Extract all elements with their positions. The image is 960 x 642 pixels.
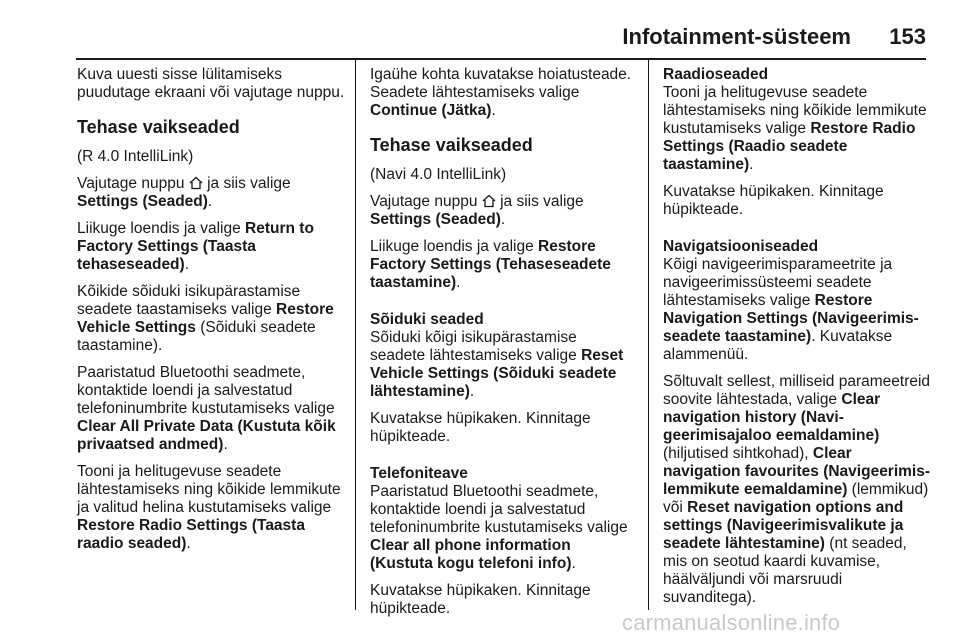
- column-1: [77, 66, 347, 562]
- paragraph: Kuvatakse hüpikaken. Kinnitage hüpikteade.: [370, 410, 591, 445]
- paragraph: Paaristatud Bluetoothi seadmete, kontaktide loendi ja salvestatud telefoninumbrite kustutamiseks valige Clear All Private Data (Kustuta kõik privaatsed andmed).: [77, 364, 336, 453]
- header-title: Infotainment-süsteem: [622, 24, 851, 49]
- paragraph: Tooni ja helitugevuse seadete lähtestamiseks ning kõikide lemmikute kustutamiseks valige Restore Radio Settings (Raadio seadete taastamine).: [663, 84, 927, 173]
- paragraph: Liikuge loendis ja valige Return to Factory Settings (Taasta tehaseseaded).: [77, 220, 314, 273]
- page-number: 153: [889, 24, 926, 49]
- subsection-title: Navigatsiooniseaded: [663, 238, 819, 255]
- intro-text: Kuva uuesti sisse lülitamiseks puudutage ekraani või vajutage nuppu.: [77, 66, 345, 101]
- paragraph: Vajutage nuppu ja siis valige Settings (Seaded).: [77, 175, 291, 210]
- paragraph: Tooni ja helitugevuse seadete lähtestamiseks ning kõikide lemmikute ja valitud helina kustutamiseks valige Restore Radio Settings (Taasta raadio seaded).: [77, 463, 341, 552]
- paragraph: Kuvatakse hüpikaken. Kinnitage hüpikteade.: [663, 183, 884, 218]
- subsection-title: Telefoniteave: [370, 465, 468, 482]
- paragraph: Kõikide sõiduki isikupärastamise seadete taastamiseks valige Restore Vehicle Settings (Sõiduki seadete taastamine).: [77, 283, 334, 354]
- column-divider-1: [355, 60, 356, 610]
- subsection-title: Sõiduki seaded: [370, 311, 484, 328]
- paragraph: Liikuge loendis ja valige Restore Factory Settings (Tehaseseadete taastamine).: [370, 238, 611, 291]
- intro-text: Igaühe kohta kuvatakse hoiatusteade. Seadete lähtestamiseks valige Continue (Jätka).: [370, 66, 632, 119]
- paragraph: Kuvatakse hüpikaken. Kinnitage hüpikteade.: [370, 582, 591, 617]
- paragraph: Kõigi navigeerimisparameetrite ja navigeerimissüsteemi seadete lähtestamiseks valige Restore Navigation Settings (Navigeerimis-seadete taastamine). Kuvatakse alammenüü.: [663, 256, 919, 363]
- page-header: [76, 22, 926, 54]
- model-note: (R 4.0 IntelliLink): [77, 148, 194, 165]
- subsection-title: Raadioseaded: [663, 66, 769, 83]
- paragraph: Sõiduki kõigi isikupärastamise seadete lähtestamiseks valige Reset Vehicle Settings (Sõiduki seadete lähtestamine).: [370, 329, 624, 400]
- watermark: carmanualsonline.info: [622, 610, 841, 635]
- paragraph: Sõltuvalt sellest, milliseid parameetreid soovite lähtestada, valige Clear navigation history (Navi-geerimisajaloo eemaldamine) (hiljutised sihtkohad), Clear navigation favourites (Navigeerimis-lemmikute eemaldamine) (lemmikud) või Reset navigation options and settings (Navigeerimisvalikute ja seadete lähtestamine) (nt seaded, mis on seotud kaardi kuvamise, häälväljundi või marsruudi suvanditega).: [663, 373, 931, 606]
- paragraph: Vajutage nuppu ja siis valige Settings (Seaded).: [370, 193, 584, 228]
- home-icon: [482, 194, 496, 208]
- column-divider-2: [648, 60, 649, 610]
- header-rule: [76, 58, 926, 60]
- home-icon: [189, 176, 203, 190]
- column-3: [663, 66, 933, 616]
- model-note: (Navi 4.0 IntelliLink): [370, 166, 507, 183]
- section-heading: Tehase vaikseaded: [77, 117, 240, 137]
- paragraph: Paaristatud Bluetoothi seadmete, kontaktide loendi ja salvestatud telefoninumbrite kustutamiseks valige Clear all phone information (Kustuta kogu telefoni info).: [370, 483, 628, 572]
- section-heading: Tehase vaikseaded: [370, 135, 533, 155]
- column-2: [370, 66, 632, 627]
